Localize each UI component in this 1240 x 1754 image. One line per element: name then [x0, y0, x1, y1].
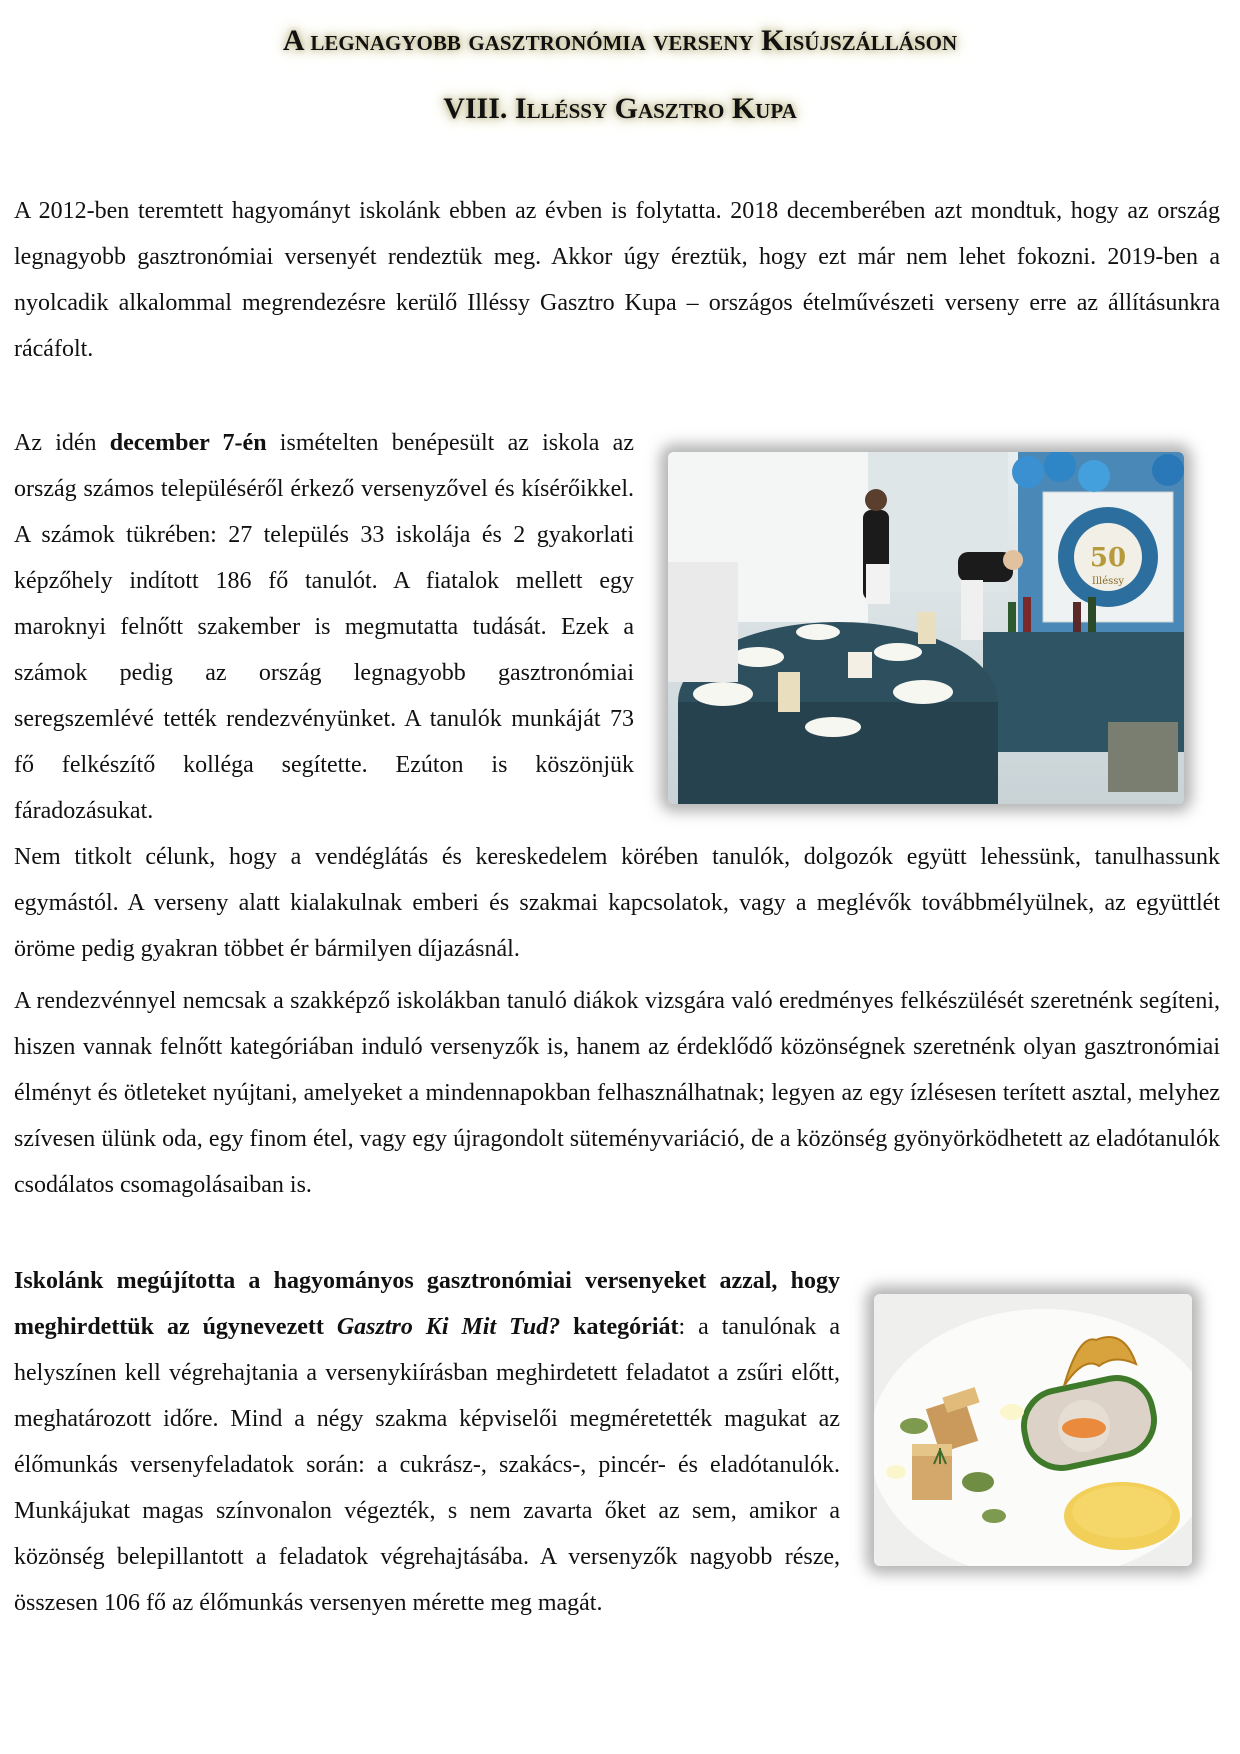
intro-paragraph: A 2012-ben teremtett hagyományt iskolánk ebben az évben is folytatta. 2018 decemberében azt mondtuk, hogy az ország legnagyobb gasztronómiai versenyét rendeztük meg. Akkor úgy éreztük, hogy ezt már nem lehet fokozni. 2019-ben a nyolcadik alkalommal megrendezésre kerülő Illéssy Gasztro Kupa – országos ételművészeti verseny erre az állításunkra rácáfolt.	[14, 198, 1220, 362]
event-paragraph	[14, 420, 634, 834]
event-text-start: Az idén	[14, 430, 110, 456]
event-text-rest: ismételten benépesült az iskola az ország számos településéről érkező versenyzővel és kísérőikkel. A számok tükrében: 27 település 33 iskolája és 2 gyakorlati képzőhely indított 186 fő tanulót. A fiatalok mellett egy maroknyi felnőtt szakember is megmutatta tudását. Ezek a számok pedig az ország legnagyobb gasztronómiai seregszemlévé tették rendezvényünket. A tanulók munkáját 73 fő felkészítő kolléga segítette. Ezúton is köszönjük fáradozásukat.	[14, 430, 634, 824]
page-subtitle: VIII. Illéssy Gasztro Kupa	[443, 92, 797, 125]
plated-dish-photo	[874, 1294, 1192, 1566]
table-setting-photo	[668, 452, 1184, 804]
category-word: kategóriát	[560, 1314, 679, 1340]
logo-badge-script: Illéssy	[1091, 576, 1125, 587]
purpose-paragraph: A rendezvénnyel nemcsak a szakképző iskolákban tanuló diákok vizsgára való eredményes felkészülését szeretnénk segíteni, hiszen vannak felnőtt kategóriában induló versenyzők is, hanem az érdeklődő közönségnek szeretnénk olyan gasztronómiai élményt és ötleteket nyújtani, amelyeket a mindennapokban felhasználhatnak; legyen az egy ízlésesen terített asztal, melyhez szívesen ülünk oda, egy finom étel, vagy egy újragondolt süteményvariáció, de a közönség gyönyörködhetett az eladótanulók csodálatos csomagolásaiban is.	[14, 988, 1220, 1198]
event-date: december 7-én	[109, 430, 267, 456]
category-name: Gasztro Ki Mit Tud?	[336, 1314, 561, 1340]
logo-badge-number: 50	[1089, 543, 1127, 573]
category-paragraph	[14, 1258, 840, 1626]
category-text-rest: : a tanulónak a helyszínen kell végrehajtania a versenykiírásban meghirdetett feladatot a zsűri előtt, meghatározott időre. Mind a négy szakma képviselői megméretették magukat az élőmunkás versenyfeladatok során: a cukrász-, szakács-, pincér- és eladótanulók. Munkájukat magas színvonalon végezték, s nem zavarta őket az sem, amikor a közönség belepillantott a feladatok végrehajtásába. A versenyzők nagyobb része, összesen 106 fő az élőmunkás versenyen mérette meg magát.	[14, 1314, 841, 1616]
page-title: A legnagyobb gasztronómia verseny Kisújszálláson	[282, 24, 958, 57]
category-text-start: Iskolánk megújította a hagyományos gasztronómiai versenyeket azzal, hogy meghirdettük az úgynevezett	[14, 1268, 840, 1340]
goal-paragraph: Nem titkolt célunk, hogy a vendéglátás és kereskedelem körében tanulók, dolgozók együtt lehessünk, tanulhassunk egymástól. A verseny alatt kialakulnak emberi és szakmai kapcsolatok, vagy a meglévők továbbmélyülnek, az együttlét öröme pedig gyakran többet ér bármilyen díjazásnál.	[14, 844, 1220, 962]
